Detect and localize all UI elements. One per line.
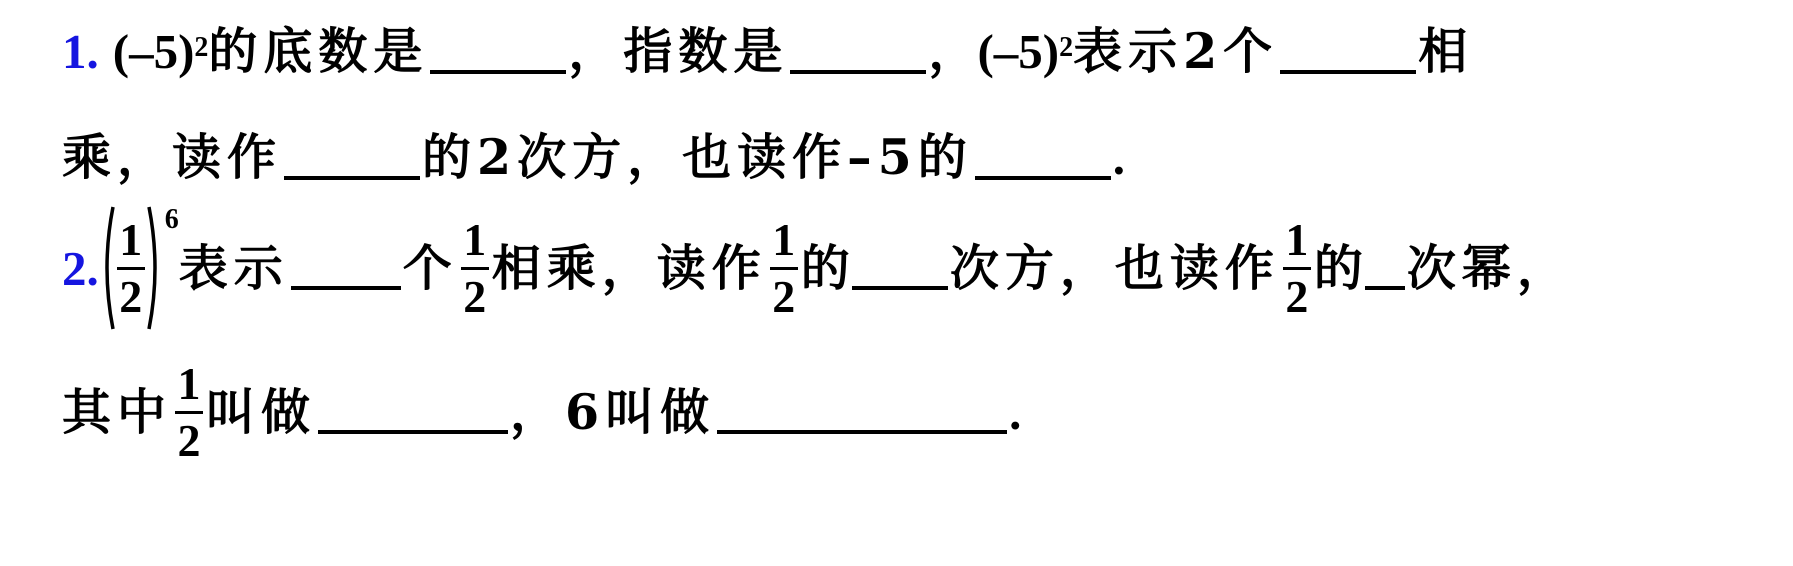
q2-text-where: 其中 <box>62 382 173 441</box>
q2-line-2 <box>62 352 1021 472</box>
left-paren-icon <box>99 203 115 333</box>
q2-power-expression <box>99 203 179 333</box>
fraction-numerator: 1 <box>177 357 201 409</box>
fraction-numerator: 1 <box>119 213 143 265</box>
q2-blank-power[interactable] <box>852 246 948 290</box>
q1-line-1 <box>62 22 1474 80</box>
q1-blank-factor[interactable] <box>1280 30 1416 74</box>
q2-text-ge: 个 <box>402 238 458 297</box>
q2-fraction-3 <box>770 213 798 322</box>
q1-text-means: 表示2个 <box>1073 22 1279 80</box>
q1-blank-exponent[interactable] <box>790 30 926 74</box>
q2-fraction-5 <box>175 357 203 466</box>
fraction-bar <box>117 267 145 270</box>
q1-text-base: 的底数是 <box>208 22 429 80</box>
q2-text-de-2: 的 <box>1313 238 1363 297</box>
q1-base-expr: (–5) <box>112 24 195 79</box>
q2-line-1 <box>62 198 1572 338</box>
q2-text-called: 叫做 <box>206 382 317 441</box>
q2-number: 2. <box>62 240 99 296</box>
q2-text-multiply-read: 相乘，读作 <box>491 238 767 297</box>
q2-text-mi: 次幂， <box>1406 238 1572 297</box>
fraction-denominator: 2 <box>177 414 201 466</box>
q1-base-expr-2: (–5) <box>977 24 1060 79</box>
right-paren-icon <box>147 203 163 333</box>
q2-blank-exponent-name[interactable] <box>717 390 1007 434</box>
q1-number: 1. <box>62 24 99 79</box>
q1-blank-base[interactable] <box>430 30 566 74</box>
fraction-bar <box>1283 267 1311 270</box>
fraction-denominator: 2 <box>772 270 796 322</box>
q2-text-means: 表示 <box>178 238 289 297</box>
q2-paren-exponent: 6 <box>164 204 179 235</box>
q2-period: . <box>1009 384 1022 440</box>
q2-text-power-also: 次方，也读作 <box>949 238 1280 297</box>
fraction-denominator: 2 <box>119 270 143 322</box>
q1-exponent: 2 <box>194 31 209 63</box>
q1-line-2 <box>62 128 1125 186</box>
q2-blank-count[interactable] <box>291 246 401 290</box>
q1-exponent-2: 2 <box>1059 31 1074 63</box>
fraction-numerator: 1 <box>463 213 487 265</box>
fraction-bar <box>461 267 489 270</box>
fraction-bar <box>770 267 798 270</box>
q1-text-also-read: 的2次方，也读作–5的 <box>422 128 973 186</box>
fraction-denominator: 2 <box>1285 270 1309 322</box>
fraction-numerator: 1 <box>1285 213 1309 265</box>
q2-fraction-1 <box>117 213 145 322</box>
q1-blank-read-as[interactable] <box>284 136 420 180</box>
q1-text-exponent: ，指数是 <box>568 22 789 80</box>
fraction-bar <box>175 411 203 414</box>
q1-blank-also-read[interactable] <box>975 136 1111 180</box>
q2-blank-base-name[interactable] <box>318 390 508 434</box>
q2-text-six-called: ，6叫做 <box>510 382 716 441</box>
q1-text-comma: ， <box>928 22 978 80</box>
q1-text-read-as: 乘，读作 <box>62 128 283 186</box>
q1-text-xiang: 相 <box>1418 22 1474 80</box>
q2-fraction-4 <box>1283 213 1311 322</box>
q2-blank-mi[interactable] <box>1365 246 1405 290</box>
q1-period: . <box>1112 130 1125 185</box>
fraction-denominator: 2 <box>463 270 487 322</box>
fraction-numerator: 1 <box>772 213 796 265</box>
q2-text-de: 的 <box>800 238 850 297</box>
q2-fraction-2 <box>461 213 489 322</box>
